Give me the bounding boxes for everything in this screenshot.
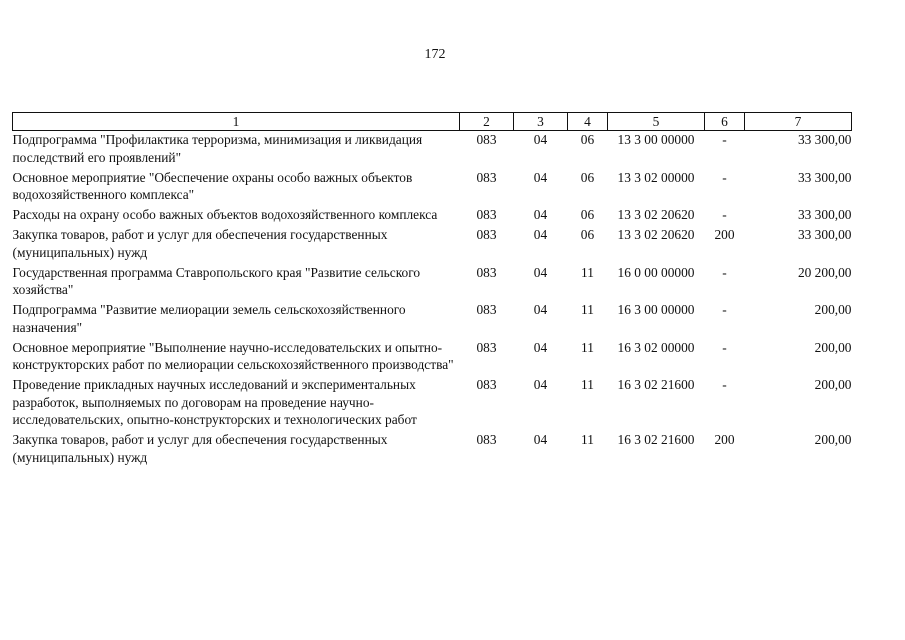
row-subsection-cell: 06 — [580, 207, 595, 222]
column-header-6: 6 — [705, 113, 745, 131]
table-row — [13, 339, 852, 377]
row-target-article-cell: 13 3 02 20620 — [617, 227, 695, 242]
column-header-5: 5 — [608, 113, 705, 131]
row-amount-cell: 33 300,00 — [797, 169, 852, 185]
row-section-cell: 04 — [533, 207, 548, 222]
row-subsection-cell: 11 — [581, 264, 594, 280]
row-name-cell: Основное мероприятие "Выполнение научно-исследовательских и опытно-конструкторских работ по мелиорации сельскохозяйственного производства" — [12, 339, 454, 372]
row-expense-type-cell: 200 — [714, 432, 735, 447]
table-row — [13, 431, 852, 469]
row-target-article-cell: 16 3 02 21600 — [617, 377, 695, 392]
row-name-cell: Закупка товаров, работ и услуг для обеспечения государственных (муниципальных) нужд — [12, 432, 388, 465]
row-ministry-cell: 083 — [476, 207, 497, 222]
row-section-cell: 04 — [533, 302, 548, 317]
row-section-cell: 04 — [533, 132, 548, 147]
table-row — [13, 169, 852, 207]
row-amount-cell: 33 300,00 — [797, 207, 852, 222]
row-expense-type-cell: - — [722, 377, 727, 392]
row-amount-cell: 200,00 — [814, 339, 852, 355]
row-subsection-cell: 11 — [581, 302, 594, 317]
row-amount-cell: 20 200,00 — [797, 264, 852, 280]
row-amount-cell: 200,00 — [814, 377, 852, 392]
column-header-1: 1 — [13, 113, 460, 131]
row-amount-cell: 33 300,00 — [797, 132, 852, 147]
row-section-cell: 04 — [533, 227, 548, 242]
row-target-article-cell: 13 3 02 20620 — [617, 207, 695, 222]
row-expense-type-cell: - — [722, 302, 727, 317]
row-name-cell: Закупка товаров, работ и услуг для обеспечения государственных (муниципальных) нужд — [12, 227, 388, 260]
row-ministry-cell: 083 — [476, 264, 497, 280]
table-row — [13, 131, 852, 169]
row-section-cell: 04 — [533, 339, 548, 355]
row-expense-type-cell: - — [722, 264, 727, 280]
row-target-article-cell: 13 3 02 00000 — [617, 169, 695, 185]
row-section-cell: 04 — [533, 432, 548, 447]
column-header-3: 3 — [514, 113, 568, 131]
row-ministry-cell: 083 — [476, 377, 497, 392]
row-name-cell: Основное мероприятие "Обеспечение охраны особо важных объектов водохозяйственного комплекса" — [12, 169, 413, 202]
row-section-cell: 04 — [533, 264, 548, 280]
table-row — [13, 264, 852, 302]
row-ministry-cell: 083 — [476, 169, 497, 185]
row-target-article-cell: 13 3 00 00000 — [617, 132, 695, 147]
table-row — [13, 206, 852, 226]
table-row — [13, 376, 852, 431]
row-target-article-cell: 16 0 00 00000 — [617, 264, 695, 280]
page-number: 172 — [424, 47, 446, 62]
row-ministry-cell: 083 — [476, 339, 497, 355]
row-target-article-cell: 16 3 00 00000 — [617, 302, 695, 317]
row-expense-type-cell: - — [722, 339, 727, 355]
row-target-article-cell: 16 3 02 00000 — [617, 339, 695, 355]
row-subsection-cell: 11 — [581, 432, 594, 447]
row-subsection-cell: 06 — [580, 169, 595, 185]
column-header-7: 7 — [745, 113, 852, 131]
row-ministry-cell: 083 — [476, 302, 497, 317]
row-section-cell: 04 — [533, 169, 548, 185]
row-amount-cell: 200,00 — [814, 302, 852, 317]
table-row — [13, 301, 852, 339]
row-subsection-cell: 11 — [581, 339, 594, 355]
row-name-cell: Расходы на охрану особо важных объектов водохозяйственного комплекса — [12, 207, 438, 222]
budget-table — [12, 112, 852, 469]
row-section-cell: 04 — [533, 377, 548, 392]
row-name-cell: Проведение прикладных научных исследований и экспериментальных разработок, выполняемых по договорам на проведение научно-исследовательских, опытно-конструкторских и технологических работ — [12, 377, 417, 427]
column-header-4: 4 — [568, 113, 608, 131]
row-ministry-cell: 083 — [476, 227, 497, 242]
row-expense-type-cell: - — [722, 132, 727, 147]
row-name-cell: Государственная программа Ставропольского края "Развитие сельского хозяйства" — [12, 264, 421, 297]
row-subsection-cell: 11 — [581, 377, 594, 392]
row-amount-cell: 33 300,00 — [797, 227, 852, 242]
row-subsection-cell: 06 — [580, 227, 595, 242]
row-ministry-cell: 083 — [476, 132, 497, 147]
row-ministry-cell: 083 — [476, 432, 497, 447]
table-row — [13, 226, 852, 264]
row-name-cell: Подпрограмма "Развитие мелиорации земель сельскохозяйственного назначения" — [12, 302, 406, 335]
row-subsection-cell: 06 — [580, 132, 595, 147]
row-expense-type-cell: - — [722, 169, 727, 185]
row-name-cell: Подпрограмма "Профилактика терроризма, минимизация и ликвидация последствий его проявлений" — [12, 132, 423, 165]
table-header-row — [13, 113, 852, 131]
row-amount-cell: 200,00 — [814, 432, 852, 447]
row-target-article-cell: 16 3 02 21600 — [617, 432, 695, 447]
column-header-2: 2 — [460, 113, 514, 131]
row-expense-type-cell: 200 — [714, 227, 735, 242]
row-expense-type-cell: - — [722, 207, 727, 222]
